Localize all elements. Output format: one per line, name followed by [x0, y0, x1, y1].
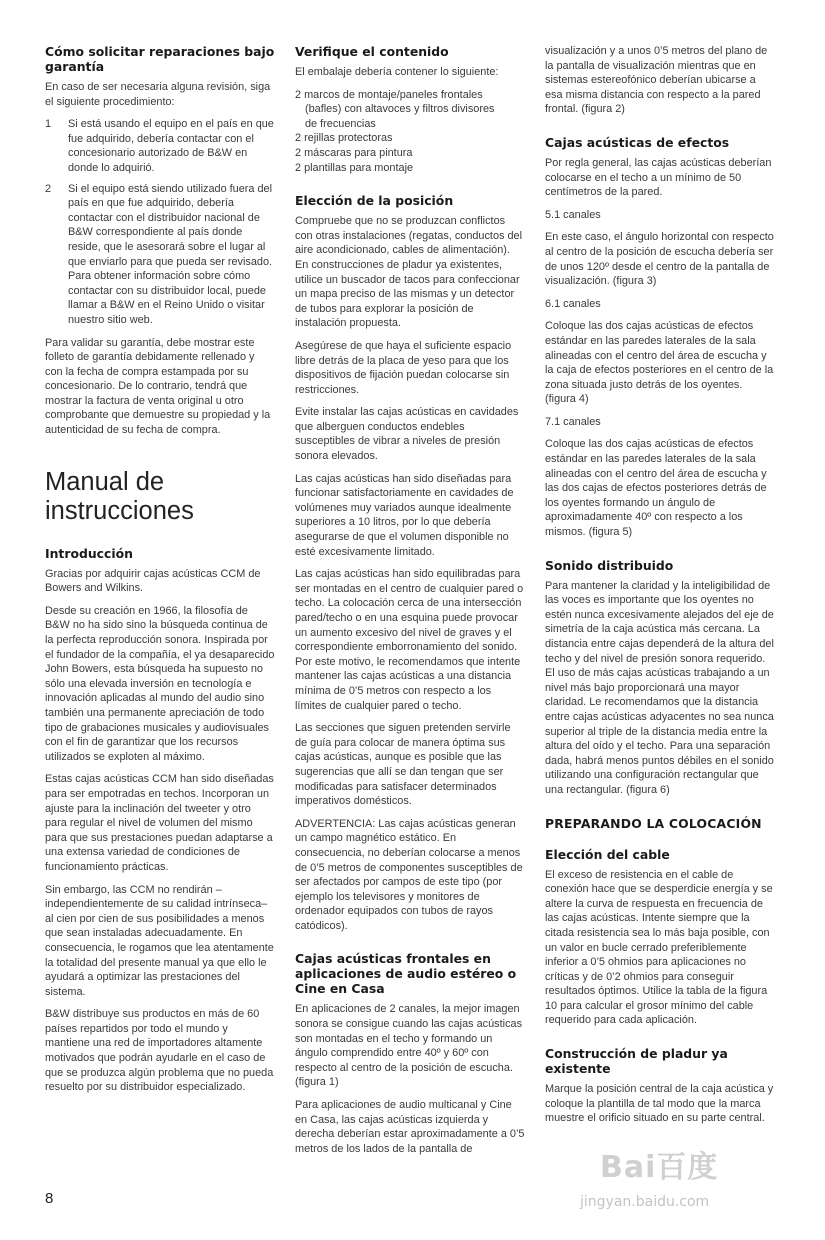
channels-51-text: En este caso, el ángulo horizontal con respecto al centro de la posición de escucha debería ser de unos 120º desde el centro de la pantalla de visualización. (figura 3) [545, 231, 774, 288]
contents-intro: El embalaje debería contener lo siguiente: [295, 66, 499, 78]
watermark-logo: Bai百度 [600, 1150, 719, 1185]
contents-heading: Verifique el contenido [295, 44, 449, 59]
front-paragraph: En aplicaciones de 2 canales, la mejor imagen sonora se consigue cuando las cajas acústicas son montadas en el techo y formando un ángulo comprendido entre 40º y 60º con respecto al centro de la posición de escucha. (figura 1) [295, 1003, 523, 1089]
intro-heading: Introducción [45, 545, 133, 561]
contents-item: 2 plantillas para montaje [295, 161, 414, 174]
effects-paragraph: Por regla general, las cajas acústicas deberían colocarse en el techo a un mínimo de 50 centímetros de la pared. [545, 156, 772, 199]
position-paragraph: Evite instalar las cajas acústicas en cavidades que alberguen conductos endebles susceptibles de vibrar a niveles de presión sonora elevados. [295, 406, 519, 463]
position-paragraph: Las cajas acústicas han sido diseñadas para funcionar satisfactoriamente en cavidades de volúmenes muy variados aunque idealmente superiores a 10 litros, por lo que debería asegurarse de que el volumen disponible no esté excesivamente limitado. [295, 472, 514, 558]
front-paragraph: Para aplicaciones de audio multicanal y Cine en Casa, las cajas acústicas izquierda y derecha deberían estar aproximadamente a 0’5 metros de los lados de la pantalla de [295, 1099, 525, 1155]
contents-item: 2 marcos de montaje/paneles frontales [295, 88, 483, 101]
column-right [545, 44, 775, 1134]
step-number: 2 [45, 182, 52, 195]
drywall-paragraph: Marque la posición central de la caja acústica y coloque la plantilla de tal modo que la marca muestre el orificio situado en su parte central. [545, 1083, 774, 1125]
page-number: 8 [45, 1190, 54, 1207]
warning-paragraph: ADVERTENCIA: Las cajas acústicas generan un campo magnético estático. En consecuencia, no deberían colocarse a menos de 0’5 metros de componentes susceptibles de ser afectados por campos de este tipo (por ejemplo los televisores y monitores de ordenador equipados con tubos de rayos catódicos). [295, 817, 523, 932]
front-paragraph-continued: visualización y a unos 0’5 metros del plano de la pantalla de visualización mientras que en sistemas estereofónico deberían ubicarse a esa misma distancia con respecto a la pared frontal. (figura 2) [545, 45, 768, 116]
channels-61-text: Coloque las dos cajas acústicas de efectos estándar en las paredes laterales de la sala alineadas con el centro del área de escucha y la caja de efectos posteriores en el centro de la zona situada justo detrás de los oyentes. (figura 4) [545, 320, 774, 406]
manual-title [45, 468, 275, 526]
preparation-heading: PREPARANDO LA COLOCACIÓN [545, 815, 762, 831]
channels-51-label: 5.1 canales [545, 208, 601, 221]
step-text: Si el equipo está siendo utilizado fuera del país en que fue adquirido, debería contactar con el distribuidor nacional de B&W correspondiente al país donde reside, que le asesorará sobre el lugar al que enviarlo para que pueda ser revisado. Para obtener información sobre cómo contactar con su distribuidor local, puede llamar a B&W en el Reino Unido o visitar nuestro sitio web. [68, 182, 273, 326]
intro-paragraph: B&W distribuye sus productos en más de 60 países repartidos por todo el mundo y mantiene una red de importadores altamente motivados que podrán ayudarle en el caso de que se produzca algún problema que no pueda resuelto por su distribuidor especializado. [45, 1008, 274, 1094]
contents-item: 2 máscaras para pintura [295, 146, 413, 159]
contents-item: 2 rejillas protectoras [295, 132, 393, 145]
warranty-step [45, 117, 275, 175]
warranty-step [45, 182, 275, 328]
step-number: 1 [45, 118, 52, 131]
position-paragraph: Compruebe que no se produzcan conflictos con otras instalaciones (regatas, conductos del aire acondicionado, cables de alimentación). En construcciones de pladur ya existentes, utilice un buscador de tacos para confeccionar un mapa preciso de las mismas y un detector de tubos para explorar la posición de instalación propuesta. [295, 215, 523, 330]
cable-paragraph: El exceso de resistencia en el cable de conexión hace que se desperdicie energía y se altere la curva de respuesta en frecuencia de las cajas acústicas. Intente siempre que la citada resistencia sea lo más baja posible, con un valor en bucle cerrado preferiblemente inferior a 0’5 ohmios para aplicaciones no críticas y de 0’2 ohmios para conseguir resultados óptimos. Utilice la tabla de la figura 10 para calcular el grosor mínimo del cable requerido para cada aplicación. [545, 868, 773, 1027]
distributed-paragraph: Para mantener la claridad y la inteligibilidad de las voces es importante que los oyentes no estén nunca excesivamente alejados del eje de simetría de la caja acústica más cercana. La distancia entre cajas dependerá de la altura del techo y del nivel de presión sonora requerido. El uso de más cajas acústicas trabajando a un nivel más bajo proporcionará una mayor claridad. Le recomendamos que la distancia entre cajas acústicas adyacentes no sea nunca superior al triple de la distancia media entre la altura del oído y el techo. Para una separación dada, habrá menos puntos débiles en el sonido utilizando una configuración rectangular que una rectangular. (figura 6) [545, 579, 774, 796]
warranty-intro: En caso de ser necesaria alguna revisión, siga el siguiente procedimiento: [45, 81, 271, 108]
channels-71-text: Coloque las dos cajas acústicas de efectos estándar en las paredes laterales de la sala alineadas con el centro del área de escucha y las dos cajas de efectos posteriores detrás de los oyentes formando un ángulo de aproximadamente 40º con respecto a los mismos. (figura 5) [545, 438, 767, 539]
contents-item: de frecuencias [305, 117, 376, 130]
position-heading: Elección de la posición [295, 193, 454, 209]
position-paragraph: Las secciones que siguen pretenden servirle de guía para colocar de manera óptima sus cajas acústicas, aunque es posible que las sugerencias que allí se dan tengan que ser modificadas para satisfacer determinados imperativos domésticos. [295, 722, 511, 808]
manual-title-line2: instrucciones [45, 496, 194, 525]
intro-paragraph: Gracias por adquirir cajas acústicas CCM de Bowers and Wilkins. [45, 567, 261, 595]
warranty-steps [45, 117, 275, 327]
contents-list [295, 88, 525, 176]
step-text: Si está usando el equipo en el país en que fue adquirido, debería contactar con el concesionario autorizado de B&W en donde lo adquirió. [68, 118, 274, 174]
column-middle [295, 44, 525, 1164]
contents-item: (bafles) con altavoces y filtros divisores [305, 103, 495, 116]
warranty-heading: Cómo solicitar reparaciones bajo garantía [45, 44, 275, 74]
channels-61-label: 6.1 canales [545, 297, 601, 310]
warranty-validate: Para validar su garantía, debe mostrar este folleto de garantía debidamente rellenado y con la fecha de compra estampada por su concesionario. De lo contrario, tendrá que mostrar la factura de venta original u otro comprobante que demuestre su propiedad y la autenticidad de su fecha de compra. [45, 336, 271, 437]
baidu-watermark [580, 1140, 775, 1220]
watermark-url: jingyan.baidu.com [580, 1194, 710, 1210]
drywall-heading: Construcción de pladur ya existente [545, 1046, 728, 1077]
position-paragraph: Las cajas acústicas han sido equilibradas para ser montadas en el centro de cualquier pared o techo. La colocación cerca de una intersección pared/techo o en una esquina puede provocar un aumento excesivo del nivel de graves y el correspondiente emborronamiento del sonido. Por este motivo, le recomendamos que intente mantener las cajas acústicas a una distancia mínima de 0’5 metros con respecto a los límites de cualquier pared o techo. [295, 568, 524, 712]
channels-71-label: 7.1 canales [545, 415, 601, 428]
effects-heading: Cajas acústicas de efectos [545, 134, 730, 150]
intro-paragraph: Sin embargo, las CCM no rendirán –independientemente de su calidad intrínseca– al cien por cien de sus posibilidades a menos que sean instaladas adecuadamente. En consecuencia, le rogamos que lea atentamente la totalidad del presente manual ya que ello le ayudará a optimizar las prestaciones del sistema. [45, 883, 274, 998]
manual-title-line1: Manual de [45, 467, 165, 496]
column-left [45, 44, 275, 1103]
cable-heading: Elección del cable [545, 846, 670, 862]
intro-paragraph: Desde su creación en 1966, la filosofía de B&W no ha sido sino la búsqueda continua de la perfecta reproducción sonora. Inspirada por el fundador de la compañía, el ya desaparecido John Bowers, esta búsqueda ha supuesto no sólo una elevada inversión en tecnología e innovación aplicadas al mundo del audio sino también una permanente apreciación de todo tipo de grabaciones musicales y audiovisuales con el fin de garantizar que los recursos utilizados se exploten al máximo. [45, 604, 275, 763]
front-speakers-heading: Cajas acústicas frontales en aplicaciones de audio estéreo o Cine en Casa [295, 951, 517, 997]
distributed-heading: Sonido distribuido [545, 557, 674, 573]
intro-paragraph: Estas cajas acústicas CCM han sido diseñadas para ser empotradas en techos. Incorporan un ajuste para la inclinación del tweeter y otro para regular el nivel de volumen del mismo para que sus prestaciones puedan adaptarse a una extensa variedad de condiciones de funcionamiento prácticas. [45, 773, 274, 873]
position-paragraph: Asegúrese de que haya el suficiente espacio libre detrás de la placa de yeso para que los dispositivos de fijación puedan colocarse sin restricciones. [295, 339, 512, 396]
